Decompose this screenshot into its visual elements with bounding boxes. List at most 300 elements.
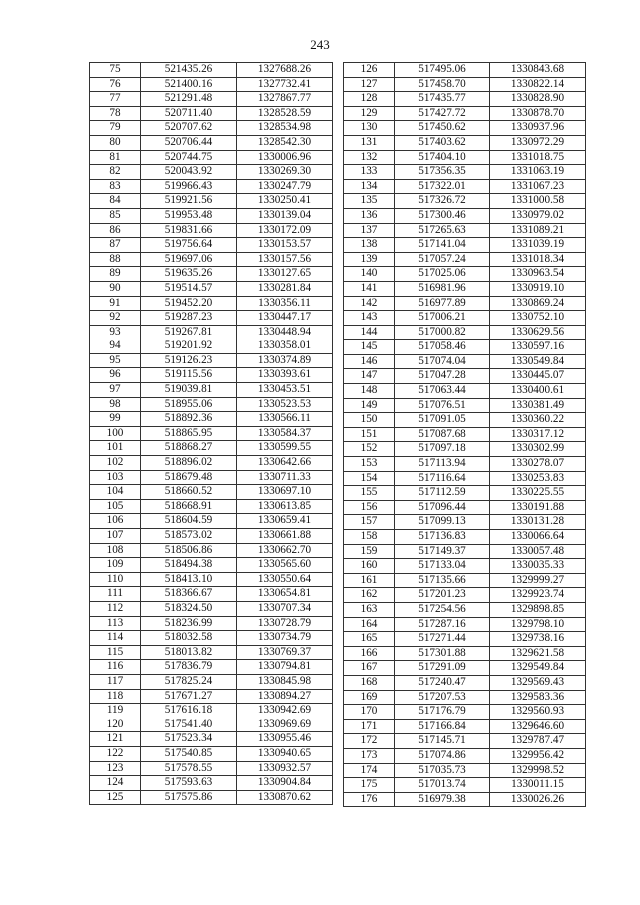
x-coordinate-cell: 517113.94 <box>395 457 490 472</box>
table-row <box>344 588 586 603</box>
y-coordinate-cell: 1330629.56 <box>490 325 586 340</box>
y-coordinate-cell: 1331000.58 <box>490 194 586 209</box>
y-coordinate-cell: 1330011.15 <box>490 778 586 793</box>
y-coordinate-cell: 1330131.28 <box>490 515 586 530</box>
table-row <box>90 529 333 544</box>
y-coordinate-cell: 1330894.27 <box>237 689 333 704</box>
x-coordinate-cell: 519115.56 <box>141 368 237 383</box>
x-coordinate-cell: 517671.27 <box>141 689 237 704</box>
y-coordinate-cell: 1330697.10 <box>237 485 333 500</box>
x-coordinate-cell: 518013.82 <box>141 645 237 660</box>
x-coordinate-cell: 519039.81 <box>141 383 237 398</box>
point-number-cell: 101 <box>90 441 141 456</box>
point-number-cell: 152 <box>344 442 395 457</box>
point-number-cell: 84 <box>90 194 141 209</box>
x-coordinate-cell: 520744.75 <box>141 150 237 165</box>
table-row <box>90 296 333 311</box>
table-row <box>344 632 586 647</box>
table-row <box>344 77 586 92</box>
x-coordinate-cell: 519697.06 <box>141 252 237 267</box>
table-row <box>90 165 333 180</box>
y-coordinate-cell: 1330172.09 <box>237 223 333 238</box>
point-number-cell: 145 <box>344 340 395 355</box>
y-coordinate-cell: 1328542.30 <box>237 135 333 150</box>
table-row <box>344 646 586 661</box>
x-coordinate-cell: 518032.58 <box>141 631 237 646</box>
table-row <box>344 398 586 413</box>
table-row <box>90 514 333 529</box>
y-coordinate-cell: 1330728.79 <box>237 616 333 631</box>
point-number-cell: 161 <box>344 573 395 588</box>
x-coordinate-cell: 517074.86 <box>395 748 490 763</box>
y-coordinate-cell: 1329569.43 <box>490 675 586 690</box>
point-number-cell: 103 <box>90 470 141 485</box>
point-number-cell: 79 <box>90 121 141 136</box>
point-number-cell: 164 <box>344 617 395 632</box>
x-coordinate-cell: 517523.34 <box>141 732 237 747</box>
y-coordinate-cell: 1330381.49 <box>490 398 586 413</box>
y-coordinate-cell: 1330550.64 <box>237 572 333 587</box>
table-row <box>90 645 333 660</box>
y-coordinate-cell: 1331018.34 <box>490 252 586 267</box>
point-number-cell: 163 <box>344 602 395 617</box>
point-number-cell: 171 <box>344 719 395 734</box>
x-coordinate-cell: 519287.23 <box>141 311 237 326</box>
point-number-cell: 170 <box>344 705 395 720</box>
table-row <box>344 457 586 472</box>
table-row <box>90 397 333 412</box>
point-number-cell: 100 <box>90 426 141 441</box>
point-number-cell: 140 <box>344 267 395 282</box>
y-coordinate-cell: 1329738.16 <box>490 632 586 647</box>
table-row <box>344 748 586 763</box>
point-number-cell: 176 <box>344 792 395 807</box>
point-number-cell: 126 <box>344 63 395 78</box>
table-row <box>344 92 586 107</box>
y-coordinate-cell: 1330613.85 <box>237 499 333 514</box>
x-coordinate-cell: 521291.48 <box>141 92 237 107</box>
x-coordinate-cell: 517097.18 <box>395 442 490 457</box>
x-coordinate-cell: 518896.02 <box>141 456 237 471</box>
x-coordinate-cell: 518865.95 <box>141 426 237 441</box>
table-row <box>344 675 586 690</box>
x-coordinate-cell: 519953.48 <box>141 208 237 223</box>
table-row <box>90 353 333 368</box>
x-coordinate-cell: 517201.23 <box>395 588 490 603</box>
y-coordinate-cell: 1328528.59 <box>237 106 333 121</box>
coordinates-table-right <box>343 62 586 807</box>
y-coordinate-cell: 1330006.96 <box>237 150 333 165</box>
point-number-cell: 151 <box>344 427 395 442</box>
point-number-cell: 134 <box>344 179 395 194</box>
y-coordinate-cell: 1330937.96 <box>490 121 586 136</box>
x-coordinate-cell: 517057.24 <box>395 252 490 267</box>
point-number-cell: 86 <box>90 223 141 238</box>
y-coordinate-cell: 1330955.46 <box>237 732 333 747</box>
point-number-cell: 105 <box>90 499 141 514</box>
point-number-cell: 141 <box>344 281 395 296</box>
table-row <box>90 311 333 326</box>
y-coordinate-cell: 1330453.51 <box>237 383 333 398</box>
point-number-cell: 137 <box>344 223 395 238</box>
y-coordinate-cell: 1330317.12 <box>490 427 586 442</box>
x-coordinate-cell: 517593.63 <box>141 776 237 791</box>
point-number-cell: 173 <box>344 748 395 763</box>
table-row <box>344 617 586 632</box>
table-row <box>90 572 333 587</box>
table-row <box>344 500 586 515</box>
table-row <box>344 208 586 223</box>
point-number-cell: 150 <box>344 413 395 428</box>
x-coordinate-cell: 517825.24 <box>141 674 237 689</box>
table-row <box>344 602 586 617</box>
point-number-cell: 104 <box>90 485 141 500</box>
point-number-cell: 112 <box>90 601 141 616</box>
x-coordinate-cell: 517300.46 <box>395 208 490 223</box>
x-coordinate-cell: 518506.86 <box>141 543 237 558</box>
point-number-cell: 165 <box>344 632 395 647</box>
y-coordinate-cell: 1330822.14 <box>490 77 586 92</box>
point-number-cell: 122 <box>90 746 141 761</box>
x-coordinate-cell: 518892.36 <box>141 412 237 427</box>
x-coordinate-cell: 517326.72 <box>395 194 490 209</box>
point-number-cell: 121 <box>90 732 141 747</box>
point-number-cell: 88 <box>90 252 141 267</box>
x-coordinate-cell: 518366.67 <box>141 587 237 602</box>
table-row <box>344 369 586 384</box>
y-coordinate-cell: 1330139.04 <box>237 208 333 223</box>
point-number-cell: 110 <box>90 572 141 587</box>
point-number-cell: 89 <box>90 267 141 282</box>
table-row <box>344 121 586 136</box>
x-coordinate-cell: 517495.06 <box>395 63 490 78</box>
x-coordinate-cell: 517836.79 <box>141 660 237 675</box>
y-coordinate-cell: 1330904.84 <box>237 776 333 791</box>
y-coordinate-cell: 1329583.36 <box>490 690 586 705</box>
y-coordinate-cell: 1330870.62 <box>237 790 333 805</box>
point-number-cell: 159 <box>344 544 395 559</box>
table-row <box>344 135 586 150</box>
x-coordinate-cell: 516979.38 <box>395 792 490 807</box>
x-coordinate-cell: 517145.71 <box>395 734 490 749</box>
point-number-cell: 77 <box>90 92 141 107</box>
table-row <box>90 368 333 383</box>
x-coordinate-cell: 518868.27 <box>141 441 237 456</box>
y-coordinate-cell: 1330393.61 <box>237 368 333 383</box>
point-number-cell: 133 <box>344 165 395 180</box>
table-row <box>344 281 586 296</box>
table-row <box>90 63 333 78</box>
point-number-cell: 132 <box>344 150 395 165</box>
point-number-cell: 138 <box>344 238 395 253</box>
y-coordinate-cell: 1330707.34 <box>237 601 333 616</box>
point-number-cell: 113 <box>90 616 141 631</box>
point-number-cell: 147 <box>344 369 395 384</box>
y-coordinate-cell: 1330566.11 <box>237 412 333 427</box>
point-number-cell: 169 <box>344 690 395 705</box>
x-coordinate-cell: 520043.92 <box>141 165 237 180</box>
x-coordinate-cell: 517176.79 <box>395 705 490 720</box>
y-coordinate-cell: 1329549.84 <box>490 661 586 676</box>
x-coordinate-cell: 519126.23 <box>141 353 237 368</box>
table-row <box>344 530 586 545</box>
table-row <box>90 383 333 398</box>
table-row <box>90 281 333 296</box>
table-row <box>90 470 333 485</box>
point-number-cell: 87 <box>90 238 141 253</box>
table-row <box>90 543 333 558</box>
y-coordinate-cell: 1330654.81 <box>237 587 333 602</box>
table-row <box>90 499 333 514</box>
point-number-cell: 107 <box>90 529 141 544</box>
y-coordinate-cell: 1330445.07 <box>490 369 586 384</box>
x-coordinate-cell: 517063.44 <box>395 384 490 399</box>
y-coordinate-cell: 1330794.81 <box>237 660 333 675</box>
x-coordinate-cell: 519921.56 <box>141 194 237 209</box>
x-coordinate-cell: 517141.04 <box>395 238 490 253</box>
y-coordinate-cell: 1327867.77 <box>237 92 333 107</box>
y-coordinate-cell: 1330940.65 <box>237 746 333 761</box>
x-coordinate-cell: 521400.16 <box>141 77 237 92</box>
x-coordinate-cell: 517435.77 <box>395 92 490 107</box>
y-coordinate-cell: 1330932.57 <box>237 761 333 776</box>
point-number-cell: 76 <box>90 77 141 92</box>
point-number-cell: 83 <box>90 179 141 194</box>
x-coordinate-cell: 518604.59 <box>141 514 237 529</box>
y-coordinate-cell: 1330302.99 <box>490 442 586 457</box>
point-number-cell: 160 <box>344 559 395 574</box>
y-coordinate-cell: 1327732.41 <box>237 77 333 92</box>
x-coordinate-cell: 517291.09 <box>395 661 490 676</box>
point-number-cell: 146 <box>344 354 395 369</box>
table-row <box>90 412 333 427</box>
x-coordinate-cell: 517287.16 <box>395 617 490 632</box>
table-row <box>344 252 586 267</box>
table-row <box>90 558 333 573</box>
point-number-cell: 175 <box>344 778 395 793</box>
point-number-cell: 106 <box>90 514 141 529</box>
point-number-cell: 85 <box>90 208 141 223</box>
y-coordinate-cell: 1330843.68 <box>490 63 586 78</box>
y-coordinate-cell: 1329560.93 <box>490 705 586 720</box>
y-coordinate-cell: 1330845.98 <box>237 674 333 689</box>
table-row <box>90 616 333 631</box>
y-coordinate-cell: 1330565.60 <box>237 558 333 573</box>
point-number-cell: 128 <box>344 92 395 107</box>
table-row <box>90 689 333 704</box>
table-row <box>90 746 333 761</box>
point-number-cell: 117 <box>90 674 141 689</box>
point-number-cell: 75 <box>90 63 141 78</box>
table-row <box>90 776 333 791</box>
point-number-cell: 98 <box>90 397 141 412</box>
y-coordinate-cell: 1330828.90 <box>490 92 586 107</box>
table-row <box>90 761 333 776</box>
y-coordinate-cell: 1330157.56 <box>237 252 333 267</box>
point-number-cell: 162 <box>344 588 395 603</box>
table-row <box>90 660 333 675</box>
table-row <box>90 238 333 253</box>
point-number-cell: 92 <box>90 311 141 326</box>
x-coordinate-cell: 517450.62 <box>395 121 490 136</box>
y-coordinate-cell: 1330057.48 <box>490 544 586 559</box>
x-coordinate-cell: 517540.85 <box>141 746 237 761</box>
x-coordinate-cell: 519966.43 <box>141 179 237 194</box>
y-coordinate-cell: 1330250.41 <box>237 194 333 209</box>
x-coordinate-cell: 517035.73 <box>395 763 490 778</box>
table-row <box>90 426 333 441</box>
point-number-cell: 123 <box>90 761 141 776</box>
point-number-cell: 80 <box>90 135 141 150</box>
x-coordinate-cell: 518679.48 <box>141 470 237 485</box>
table-row <box>344 442 586 457</box>
y-coordinate-cell: 1328534.98 <box>237 121 333 136</box>
x-coordinate-cell: 517149.37 <box>395 544 490 559</box>
table-row <box>90 587 333 602</box>
y-coordinate-cell: 1331063.19 <box>490 165 586 180</box>
y-coordinate-cell: 1330153.57 <box>237 238 333 253</box>
x-coordinate-cell: 518413.10 <box>141 572 237 587</box>
x-coordinate-cell: 517403.62 <box>395 135 490 150</box>
point-number-cell: 129 <box>344 106 395 121</box>
table-row <box>344 296 586 311</box>
point-number-cell: 102 <box>90 456 141 471</box>
x-coordinate-cell: 518573.02 <box>141 529 237 544</box>
table-row <box>344 705 586 720</box>
x-coordinate-cell: 519514.57 <box>141 281 237 296</box>
y-coordinate-cell: 1330878.70 <box>490 106 586 121</box>
table-row <box>90 208 333 223</box>
y-coordinate-cell: 1330972.29 <box>490 135 586 150</box>
point-number-cell: 149 <box>344 398 395 413</box>
table-row <box>344 573 586 588</box>
y-coordinate-cell: 1330662.70 <box>237 543 333 558</box>
table-row <box>344 223 586 238</box>
point-number-cell: 82 <box>90 165 141 180</box>
point-number-cell: 81 <box>90 150 141 165</box>
y-coordinate-cell: 1330360.22 <box>490 413 586 428</box>
point-number-cell: 142 <box>344 296 395 311</box>
table-row <box>344 763 586 778</box>
table-row <box>344 63 586 78</box>
y-coordinate-cell: 1330597.16 <box>490 340 586 355</box>
y-coordinate-cell: 1327688.26 <box>237 63 333 78</box>
x-coordinate-cell: 518494.38 <box>141 558 237 573</box>
point-number-cell: 157 <box>344 515 395 530</box>
y-coordinate-cell: 1330659.41 <box>237 514 333 529</box>
y-coordinate-cell: 1330942.69 1330969.69 <box>237 704 333 732</box>
point-number-cell: 115 <box>90 645 141 660</box>
x-coordinate-cell: 519452.20 <box>141 296 237 311</box>
point-number-cell: 153 <box>344 457 395 472</box>
point-number-cell: 90 <box>90 281 141 296</box>
point-number-cell: 127 <box>344 77 395 92</box>
y-coordinate-cell: 1329923.74 <box>490 588 586 603</box>
x-coordinate-cell: 521435.26 <box>141 63 237 78</box>
x-coordinate-cell: 517087.68 <box>395 427 490 442</box>
point-number-cell: 139 <box>344 252 395 267</box>
x-coordinate-cell: 517096.44 <box>395 500 490 515</box>
table-row <box>90 194 333 209</box>
table-row <box>344 325 586 340</box>
y-coordinate-cell: 1330281.84 <box>237 281 333 296</box>
table-row <box>90 631 333 646</box>
table-row <box>344 486 586 501</box>
point-number-cell: 119 120 <box>90 704 141 732</box>
x-coordinate-cell: 519635.26 <box>141 267 237 282</box>
y-coordinate-cell: 1330447.17 <box>237 311 333 326</box>
x-coordinate-cell: 517099.13 <box>395 515 490 530</box>
point-number-cell: 156 <box>344 500 395 515</box>
table-row <box>90 456 333 471</box>
table-row <box>90 267 333 282</box>
y-coordinate-cell: 1330400.61 <box>490 384 586 399</box>
x-coordinate-cell: 517404.10 <box>395 150 490 165</box>
y-coordinate-cell: 1330066.64 <box>490 530 586 545</box>
table-row <box>90 704 333 732</box>
x-coordinate-cell: 518955.06 <box>141 397 237 412</box>
x-coordinate-cell: 518668.91 <box>141 499 237 514</box>
table-row <box>344 413 586 428</box>
x-coordinate-cell: 517207.53 <box>395 690 490 705</box>
point-number-cell: 111 <box>90 587 141 602</box>
y-coordinate-cell: 1330127.65 <box>237 267 333 282</box>
table-row <box>90 121 333 136</box>
table-row <box>344 544 586 559</box>
y-coordinate-cell: 1330869.24 <box>490 296 586 311</box>
y-coordinate-cell: 1330191.88 <box>490 500 586 515</box>
x-coordinate-cell: 517133.04 <box>395 559 490 574</box>
y-coordinate-cell: 1330734.79 <box>237 631 333 646</box>
table-row <box>90 223 333 238</box>
x-coordinate-cell: 517112.59 <box>395 486 490 501</box>
y-coordinate-cell: 1330711.33 <box>237 470 333 485</box>
table-row <box>344 690 586 705</box>
table-row <box>344 238 586 253</box>
point-number-cell: 97 <box>90 383 141 398</box>
point-number-cell: 124 <box>90 776 141 791</box>
table-row <box>344 354 586 369</box>
table-row <box>344 106 586 121</box>
y-coordinate-cell: 1330374.89 <box>237 353 333 368</box>
x-coordinate-cell: 519756.64 <box>141 238 237 253</box>
point-number-cell: 155 <box>344 486 395 501</box>
y-coordinate-cell: 1331067.23 <box>490 179 586 194</box>
point-number-cell: 135 <box>344 194 395 209</box>
table-row <box>344 340 586 355</box>
table-row <box>90 252 333 267</box>
x-coordinate-cell: 516981.96 <box>395 281 490 296</box>
x-coordinate-cell: 517458.70 <box>395 77 490 92</box>
table-row <box>90 106 333 121</box>
point-number-cell: 167 <box>344 661 395 676</box>
x-coordinate-cell: 517025.06 <box>395 267 490 282</box>
table-row <box>90 135 333 150</box>
y-coordinate-cell: 1330356.11 <box>237 296 333 311</box>
x-coordinate-cell: 520706.44 <box>141 135 237 150</box>
y-coordinate-cell: 1330269.30 <box>237 165 333 180</box>
table-row <box>90 674 333 689</box>
table-row <box>344 194 586 209</box>
table-row <box>90 485 333 500</box>
table-row <box>344 179 586 194</box>
y-coordinate-cell: 1330523.53 <box>237 397 333 412</box>
x-coordinate-cell: 517271.44 <box>395 632 490 647</box>
x-coordinate-cell: 517058.46 <box>395 340 490 355</box>
table-row <box>344 778 586 793</box>
x-coordinate-cell: 518236.99 <box>141 616 237 631</box>
x-coordinate-cell: 517356.35 <box>395 165 490 180</box>
